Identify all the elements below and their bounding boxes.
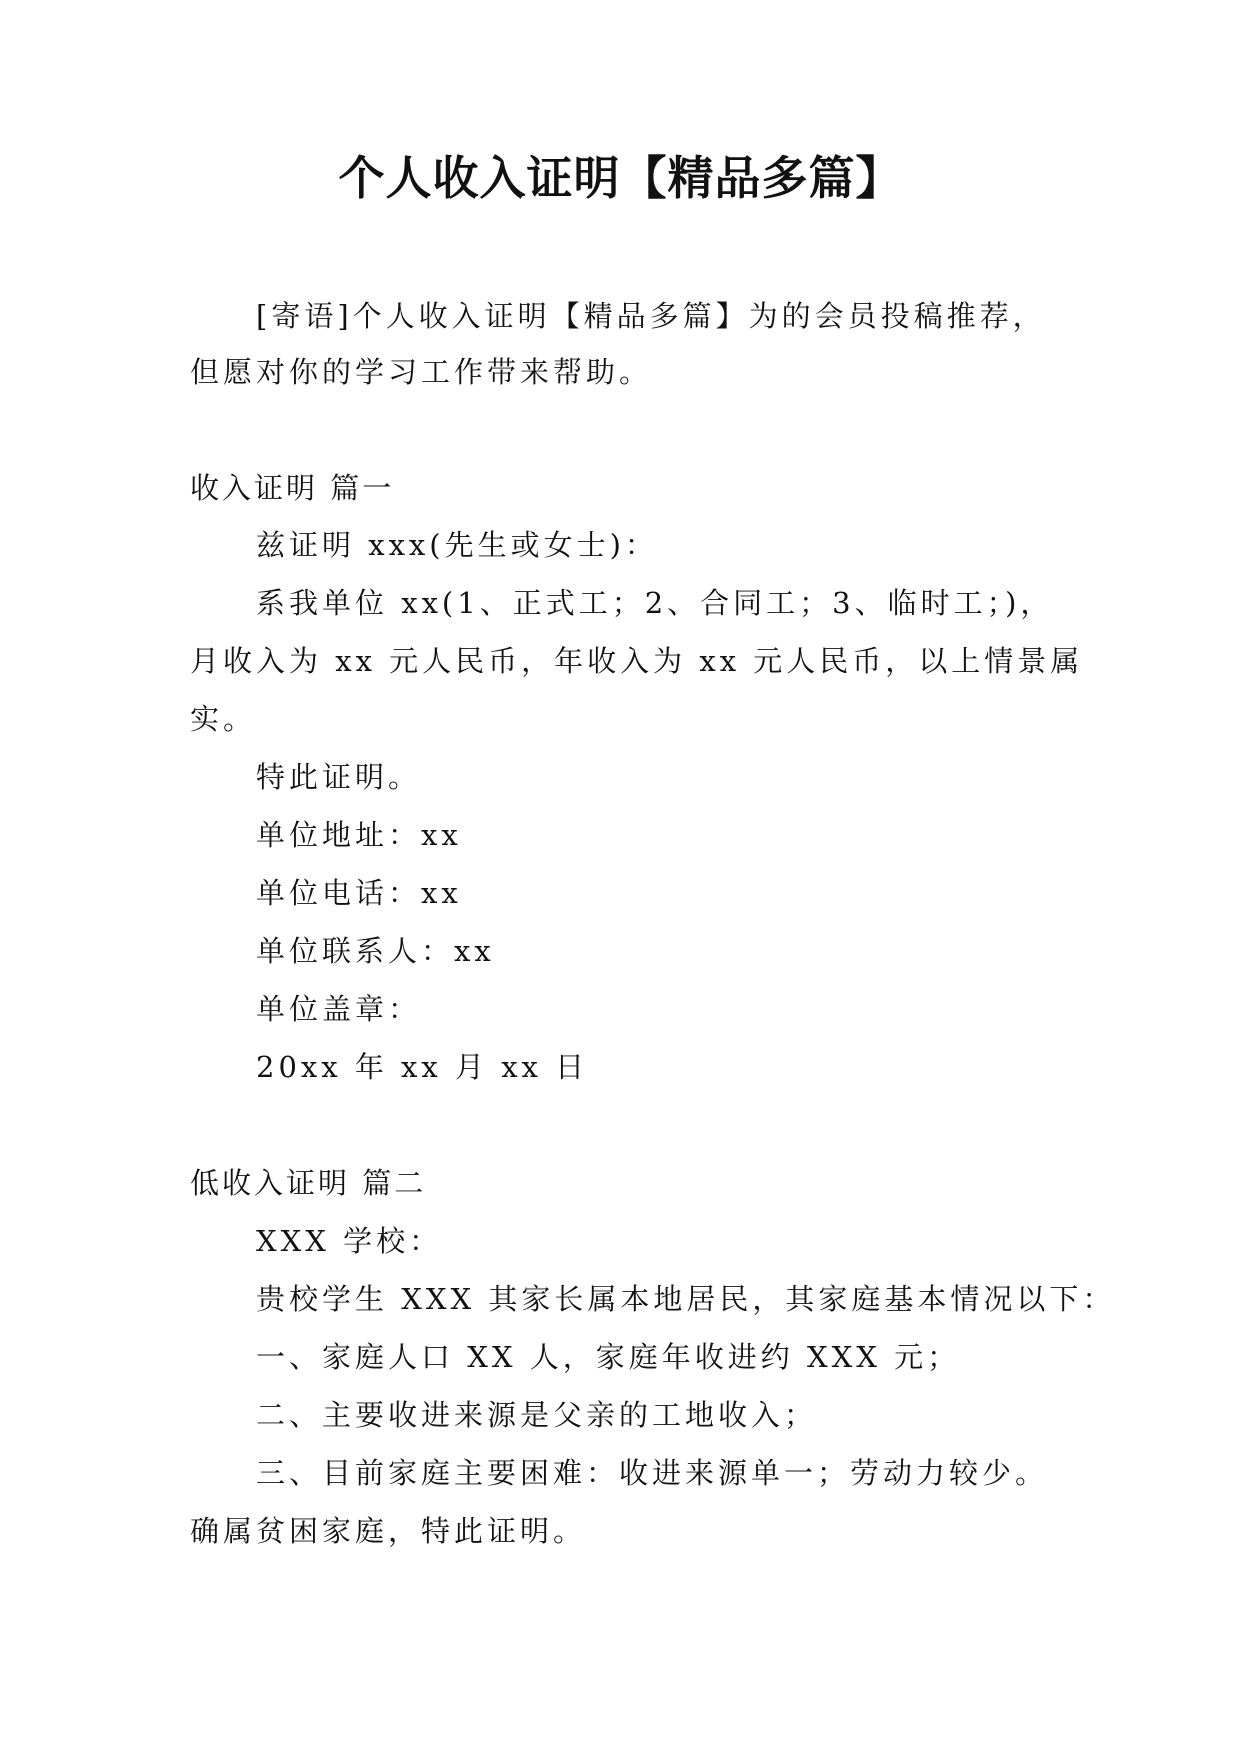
section1-line: 系我单位 xx(1、正式工；2、合同工；3、临时工；)，: [256, 586, 1054, 620]
section1-line: 月收入为 xx 元人民币，年收入为 xx 元人民币，以上情景属: [190, 644, 1084, 678]
section1-line: 单位盖章：: [256, 992, 422, 1026]
section1-line: 兹证明 xxx(先生或女士)：: [256, 528, 658, 562]
section2-line: XXX 学校：: [256, 1224, 443, 1258]
intro-line-2: 但愿对你的学习工作带来帮助。: [190, 355, 653, 389]
section2-heading: 低收入证明 篇二: [190, 1166, 427, 1200]
intro-line-1: [寄语]个人收入证明【精品多篇】为的会员投稿推荐，: [256, 299, 1046, 333]
section2-line: 确属贫困家庭，特此证明。: [190, 1514, 587, 1548]
section1-line: 实。: [190, 702, 257, 736]
section1-line: 20xx 年 xx 月 xx 日: [256, 1050, 589, 1084]
section1-line: 单位联系人：xx: [256, 934, 495, 968]
section1-line: 单位电话：xx: [256, 876, 462, 910]
document-title: 个人收入证明【精品多篇】: [338, 151, 903, 205]
section1-line: 单位地址：xx: [256, 818, 462, 852]
section2-line: 一、家庭人口 XX 人，家庭年收进约 XXX 元；: [256, 1340, 961, 1374]
section1-heading: 收入证明 篇一: [190, 471, 395, 505]
section1-line: 特此证明。: [256, 760, 422, 794]
section2-line: 二、主要收进来源是父亲的工地收入；: [256, 1398, 818, 1432]
section2-line: 贵校学生 XXX 其家长属本地居民，其家庭基本情况以下：: [256, 1282, 1116, 1316]
section2-line: 三、目前家庭主要困难：收进来源单一；劳动力较少。: [256, 1456, 1049, 1490]
